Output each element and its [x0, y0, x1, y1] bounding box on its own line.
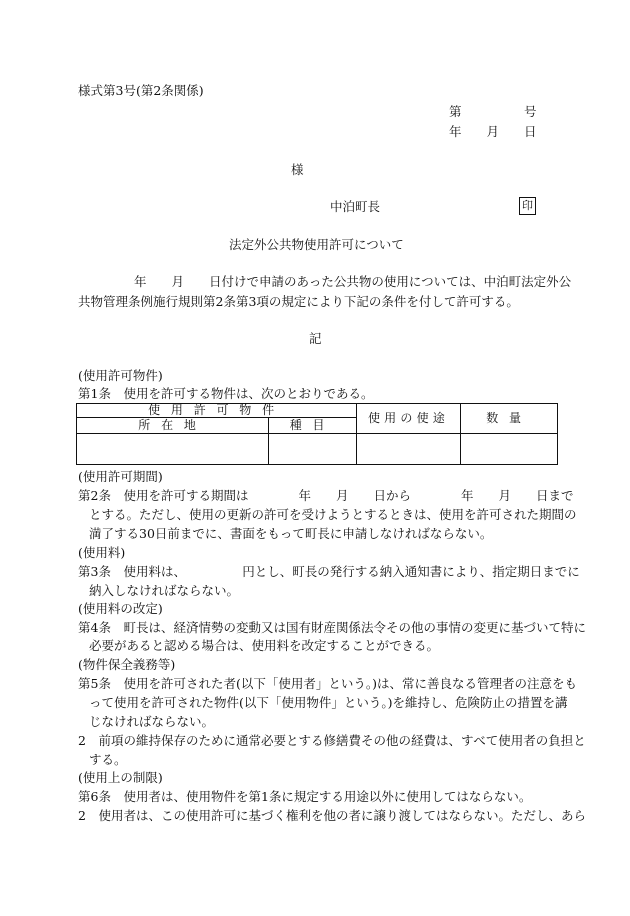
header-quantity: 数量	[461, 404, 558, 434]
heading-article-4: (使用料の改定)	[78, 601, 163, 616]
addressee-honorific: 様	[291, 162, 304, 177]
intro-line-2: 共物管理条例施行規則第2条第3項の規定により下記の条件を付して許可する。	[78, 294, 519, 309]
header-location: 所在地	[77, 418, 269, 433]
header-permitted-object: 使用許可物件	[77, 404, 357, 418]
cell-location	[77, 433, 269, 464]
permitted-items-table	[76, 403, 558, 465]
article-5-line-1: 第5条 使用を許可された者(以下「使用者」という。)は、常に善良なる管理者の注意をも	[78, 676, 577, 691]
document-date: 年 月 日	[449, 124, 537, 139]
article-5-para-2-line-2: する。	[89, 752, 127, 767]
article-2-line-1: 第2条 使用を許可する期間は 年 月 日から 年 月 日まで	[78, 488, 574, 503]
intro-line-1: 年 月 日付けで申請のあった公共物の使用については、中泊町法定外公	[134, 274, 572, 289]
header-purpose: 使用の使途	[357, 404, 461, 434]
heading-article-5: (物件保全義務等)	[78, 657, 176, 672]
article-5-line-2: って使用を許可された物件(以下「使用物件」という。)を維持し、危険防止の措置を講	[89, 695, 568, 710]
issuer-name: 中泊町長	[330, 199, 381, 214]
document-title: 法定外公共物使用許可について	[229, 237, 404, 252]
article-4-line-1: 第4条 町長は、経済情勢の変動又は国有財産関係法令その他の事情の変更に基づいて特に	[78, 620, 586, 635]
seal-mark: 印	[519, 197, 536, 215]
document-number: 第 号	[449, 104, 537, 119]
article-5-para-2-line-1: 2 前項の維持保存のために通常必要とする修繕費その他の経費は、すべて使用者の負担と	[78, 733, 586, 748]
article-3-line-1: 第3条 使用料は、 円とし、町長の発行する納入通知書により、指定期日までに	[78, 564, 580, 579]
article-1: 第1条 使用を許可する物件は、次のとおりである。	[78, 386, 374, 401]
article-6-line-1: 第6条 使用者は、使用物件を第1条に規定する用途以外に使用してはならない。	[78, 789, 532, 804]
form-number: 様式第3号(第2条関係)	[78, 83, 204, 98]
cell-purpose	[357, 433, 461, 464]
heading-article-1: (使用許可物件)	[78, 368, 163, 383]
ki-heading: 記	[309, 331, 322, 346]
article-2-line-3: 満了する30日前までに、書面をもって町長に申請しなければならない。	[89, 526, 493, 541]
article-4-line-2: 必要があると認める場合は、使用料を改定することができる。	[89, 638, 440, 653]
cell-type	[269, 433, 357, 464]
article-3-line-2: 納入しなければならない。	[89, 583, 240, 598]
cell-quantity	[461, 433, 558, 464]
article-5-line-3: じなければならない。	[89, 714, 215, 729]
heading-article-3: (使用料)	[78, 545, 126, 560]
article-2-line-2: とする。ただし、使用の更新の許可を受けようとするときは、使用を許可された期間の	[89, 507, 577, 522]
heading-article-2: (使用許可期間)	[78, 469, 163, 484]
article-6-para-2-line-1: 2 使用者は、この使用許可に基づく権利を他の者に譲り渡してはならない。ただし、あら	[78, 808, 586, 823]
header-type: 種目	[269, 418, 357, 433]
heading-article-6: (使用上の制限)	[78, 770, 163, 785]
